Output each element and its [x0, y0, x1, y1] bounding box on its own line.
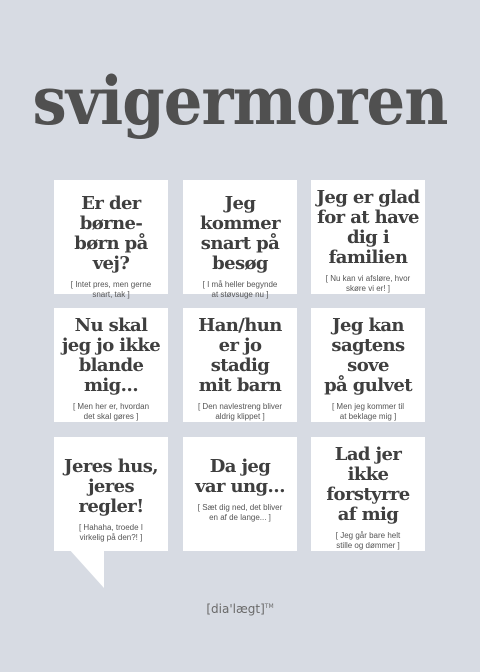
card-headline: Han/hun er jo stadig mit barn: [198, 315, 282, 396]
trademark-mark: TM: [264, 603, 274, 610]
card-subtext: [ I må heller begynde at støvsuge nu ]: [202, 280, 278, 299]
card-headline: Jeg kan sagtens sove på gulvet: [324, 315, 412, 396]
card-6: [311, 308, 425, 422]
card-3: [311, 180, 425, 294]
brand-logo: [0, 602, 480, 616]
card-4: [54, 308, 168, 422]
card-7: [54, 437, 168, 551]
card-headline: Da jeg var ung…: [195, 456, 285, 497]
card-subtext: [ Men jeg kommer til at beklage mig ]: [331, 402, 405, 421]
card-8: [183, 437, 297, 551]
card-subtext: [ Den navlestreng bliver aldrig klippet ]: [197, 402, 283, 421]
card-headline: Nu skal jeg jo ikke blande mig…: [61, 315, 161, 396]
card-subtext: [ Nu kan vi afsløre, hvor skøre vi er! ]: [325, 274, 411, 293]
speech-bubble-tail: [68, 548, 108, 590]
poster-title: svigermoren: [32, 62, 448, 140]
card-headline: Er der børne- børn på vej?: [74, 193, 148, 274]
card-9: [311, 437, 425, 551]
card-headline: Jeg er glad for at have dig i familien: [316, 187, 420, 268]
card-1: [54, 180, 168, 299]
card-subtext: [ Men her er, hvordan det skal gøres ]: [72, 402, 150, 421]
card-5: [183, 308, 297, 422]
card-headline: Jeres hus, jeres regler!: [64, 456, 158, 517]
card-headline: Jeg kommer snart på besøg: [200, 193, 280, 274]
card-subtext: [ Intet pres, men gerne snart, tak ]: [70, 280, 152, 299]
card-subtext: [ Hahaha, troede I virkelig på den?! ]: [78, 523, 144, 542]
brand-logo-text: [dia'lægt]: [206, 602, 265, 616]
card-subtext: [ Sæt dig ned, det bliver en af de lange... ]: [197, 503, 283, 522]
card-2: [183, 180, 297, 299]
card-headline: Lad jer ikke forstyrre af mig: [326, 444, 410, 525]
card-subtext: [ Jeg går bare helt stille og dømmer ]: [335, 531, 401, 550]
